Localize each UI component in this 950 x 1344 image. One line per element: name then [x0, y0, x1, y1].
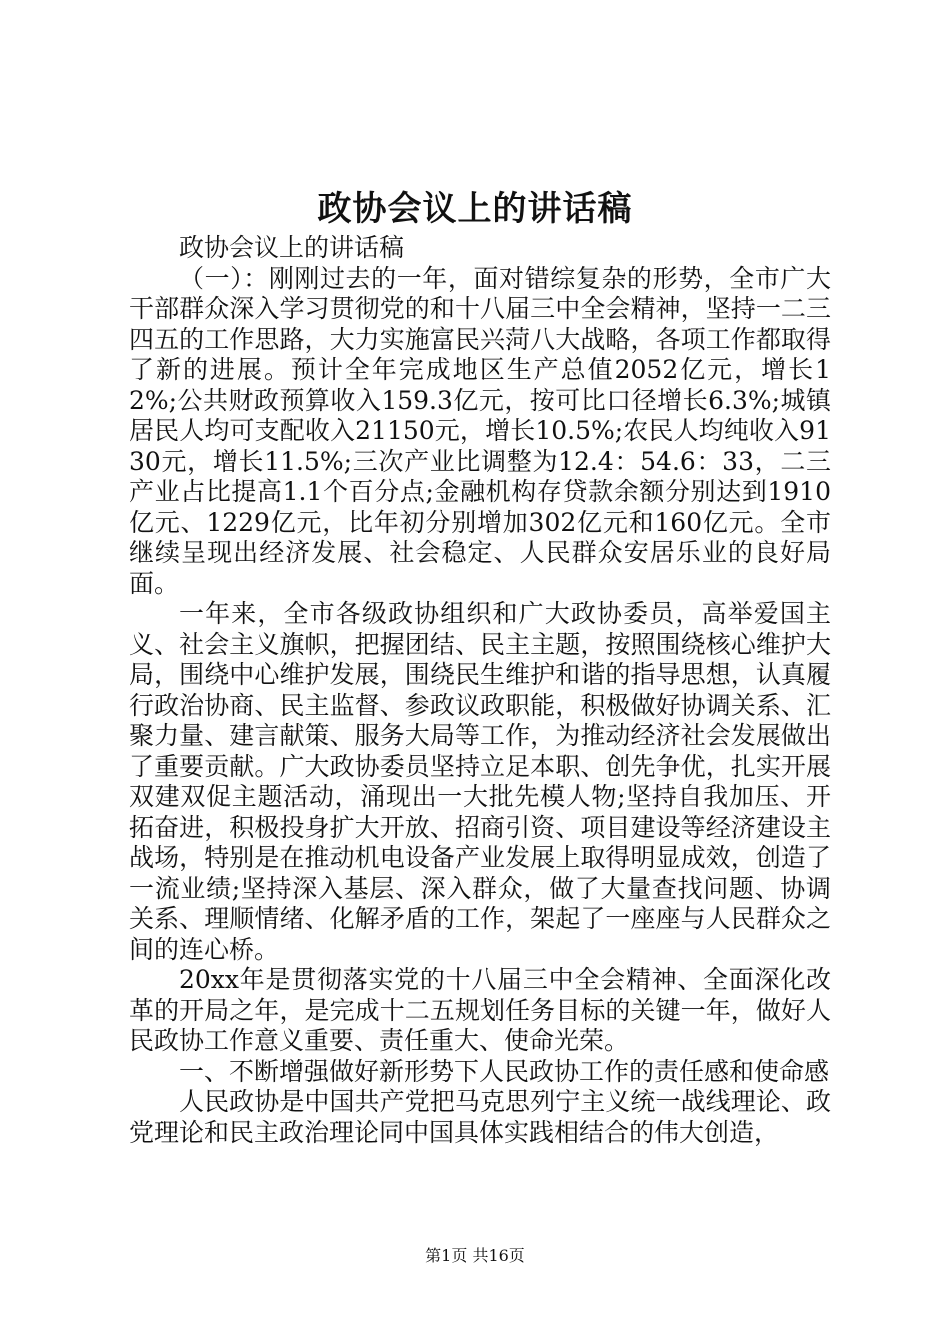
page-footer: 第1页 共16页	[425, 1246, 525, 1265]
paragraph-subtitle: 政协会议上的讲话稿	[179, 233, 405, 262]
paragraph-intro: （一）：刚刚过去的一年，面对错综复杂的形势，全市广大干部群众深入学习贯彻党的和十八届三中全会精神，坚持一二三四五的工作思路，大力实施富民兴菏八大战略，各项工作都取得了新的进展。预计全年完成地区生产总值2052亿元，增长12%;公共财政预算收入159.3亿元，按可比口径增长6.3%;城镇居民人均可支配收入21150元，增长10.5%;农民人均纯收入9130元，增长11.5%;三次产业比调整为12.4：54.6：33，二三产业占比提高1.1个百分点;金融机构存贷款余额分别达到1910亿元、1229亿元，比年初分别增加302亿元和160亿元。全市继续呈现出经济发展、社会稳定、人民群众安居乐业的良好局面。	[129, 263, 831, 598]
document-title: 政协会议上的讲话稿	[317, 189, 633, 229]
paragraph-achievements: 一年来，全市各级政协组织和广大政协委员，高举爱国主义、社会主义旗帜，把握团结、民主主题，按照围绕核心维护大局，围绕中心维护发展，围绕民生维护和谐的指导思想，认真履行政治协商、民主监督、参政议政职能，积极做好协调关系、汇聚力量、建言献策、服务大局等工作，为推动经济社会发展做出了重要贡献。广大政协委员坚持立足本职、创先争优，扎实开展双建双促主题活动，涌现出一大批先模人物;坚持自我加压、开拓奋进，积极投身扩大开放、招商引资、项目建设等经济建设主战场，特别是在推动机电设备产业发展上取得明显成效，创造了一流业绩;坚持深入基层、深入群众，做了大量查找问题、协调关系、理顺情绪、化解矛盾的工作，架起了一座座与人民群众之间的连心桥。	[129, 599, 831, 964]
paragraph-year-outlook: 20xx年是贯彻落实党的十八届三中全会精神、全面深化改革的开局之年，是完成十二五规划任务目标的关键一年，做好人民政协工作意义重要、责任重大、使命光荣。	[129, 965, 831, 1055]
paragraph-cppcc-origin: 人民政协是中国共产党把马克思列宁主义统一战线理论、政党理论和民主政治理论同中国具体实践相结合的伟大创造，	[129, 1087, 831, 1147]
document-body	[129, 233, 831, 1148]
section-heading-one: 一、不断增强做好新形势下人民政协工作的责任感和使命感	[179, 1056, 830, 1086]
